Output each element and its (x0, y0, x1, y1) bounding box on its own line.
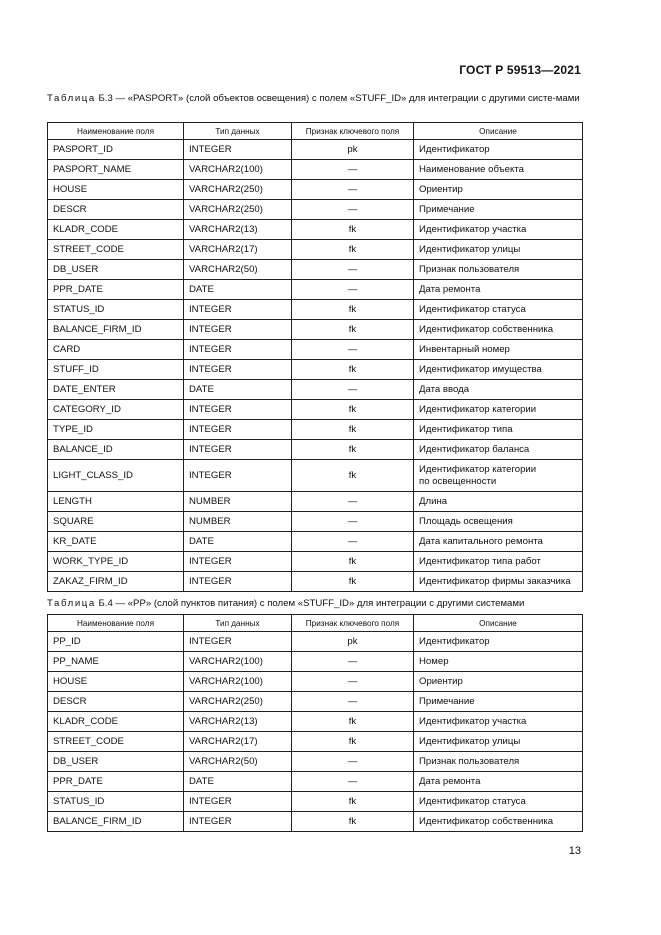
cell-data-type: VARCHAR2(17) (184, 732, 292, 752)
cell-key-flag: — (292, 652, 414, 672)
cell-field-name: PPR_DATE (48, 772, 184, 792)
table-b3-caption-text: Б.3 — «PASPORT» (слой объектов освещения) с полем «STUFF_ID» для интеграции с другими систе-мами (95, 93, 580, 104)
column-header-field-name: Наименование поля (48, 123, 184, 140)
cell-description: Номер (414, 652, 583, 672)
cell-key-flag: fk (292, 320, 414, 340)
table-row (48, 360, 583, 380)
column-header-field-name: Наименование поля (48, 615, 184, 632)
cell-field-name: CATEGORY_ID (48, 400, 184, 420)
cell-data-type: NUMBER (184, 492, 292, 512)
table-row (48, 420, 583, 440)
cell-key-flag: — (292, 260, 414, 280)
table-b3-caption (47, 93, 582, 105)
cell-field-name: LIGHT_CLASS_ID (48, 460, 184, 492)
table-row (48, 140, 583, 160)
table-row (48, 772, 583, 792)
cell-key-flag: fk (292, 792, 414, 812)
cell-description: Идентификатор участка (414, 712, 583, 732)
cell-description: Примечание (414, 200, 583, 220)
cell-description: Признак пользователя (414, 260, 583, 280)
cell-field-name: PASPORT_NAME (48, 160, 184, 180)
cell-description: Идентификатор собственника (414, 320, 583, 340)
cell-data-type: VARCHAR2(100) (184, 672, 292, 692)
column-header-data-type: Тип данных (184, 615, 292, 632)
table-row (48, 672, 583, 692)
cell-data-type: VARCHAR2(250) (184, 692, 292, 712)
table-row (48, 752, 583, 772)
cell-description: Идентификатор улицы (414, 732, 583, 752)
cell-data-type: INTEGER (184, 320, 292, 340)
cell-key-flag: fk (292, 240, 414, 260)
cell-key-flag: fk (292, 300, 414, 320)
cell-key-flag: pk (292, 140, 414, 160)
cell-data-type: VARCHAR2(100) (184, 160, 292, 180)
column-header-key-flag: Признак ключевого поля (292, 123, 414, 140)
table-row (48, 380, 583, 400)
cell-data-type: INTEGER (184, 340, 292, 360)
cell-field-name: DESCR (48, 200, 184, 220)
cell-key-flag: — (292, 772, 414, 792)
cell-data-type: INTEGER (184, 460, 292, 492)
cell-key-flag: fk (292, 712, 414, 732)
cell-field-name: STREET_CODE (48, 732, 184, 752)
table-row (48, 572, 583, 592)
table-row (48, 300, 583, 320)
cell-key-flag: fk (292, 572, 414, 592)
column-header-key-flag: Признак ключевого поля (292, 615, 414, 632)
column-header-data-type: Тип данных (184, 123, 292, 140)
cell-field-name: DATE_ENTER (48, 380, 184, 400)
cell-key-flag: — (292, 180, 414, 200)
table-b3-caption-word: Таблица (47, 93, 96, 104)
cell-key-flag: — (292, 340, 414, 360)
cell-key-flag: — (292, 200, 414, 220)
cell-field-name: DESCR (48, 692, 184, 712)
cell-description: Идентификатор статуса (414, 300, 583, 320)
cell-field-name: TYPE_ID (48, 420, 184, 440)
table-row (48, 200, 583, 220)
cell-field-name: PPR_DATE (48, 280, 184, 300)
cell-data-type: DATE (184, 772, 292, 792)
cell-field-name: PP_ID (48, 632, 184, 652)
cell-data-type: VARCHAR2(13) (184, 220, 292, 240)
cell-data-type: VARCHAR2(100) (184, 652, 292, 672)
cell-field-name: ZAKAZ_FIRM_ID (48, 572, 184, 592)
cell-description: Дата ремонта (414, 280, 583, 300)
table-row (48, 180, 583, 200)
cell-data-type: DATE (184, 380, 292, 400)
cell-field-name: CARD (48, 340, 184, 360)
standard-number: ГОСТ Р 59513—2021 (459, 63, 581, 77)
table-b3 (47, 122, 583, 592)
cell-key-flag: fk (292, 220, 414, 240)
table-b3-header-row (48, 123, 583, 140)
cell-data-type: VARCHAR2(50) (184, 752, 292, 772)
table-b4-caption-text: Б.4 — «PP» (слой пунктов питания) с полем «STUFF_ID» для интеграции с другими системами (95, 598, 525, 609)
cell-key-flag: — (292, 380, 414, 400)
page-number: 13 (568, 845, 581, 857)
cell-description: Идентификатор имущества (414, 360, 583, 380)
cell-data-type: INTEGER (184, 552, 292, 572)
cell-field-name: HOUSE (48, 672, 184, 692)
cell-field-name: KLADR_CODE (48, 220, 184, 240)
cell-key-flag: pk (292, 632, 414, 652)
cell-field-name: BALANCE_FIRM_ID (48, 812, 184, 832)
cell-field-name: STATUS_ID (48, 300, 184, 320)
column-header-description: Описание (414, 123, 583, 140)
cell-data-type: DATE (184, 280, 292, 300)
cell-description: Дата капитального ремонта (414, 532, 583, 552)
cell-field-name: WORK_TYPE_ID (48, 552, 184, 572)
cell-data-type: INTEGER (184, 572, 292, 592)
cell-description: Идентификатор собственника (414, 812, 583, 832)
table-row (48, 792, 583, 812)
table-row (48, 260, 583, 280)
table-row (48, 532, 583, 552)
cell-key-flag: — (292, 672, 414, 692)
cell-data-type: INTEGER (184, 812, 292, 832)
cell-key-flag: — (292, 280, 414, 300)
table-row (48, 492, 583, 512)
table-row (48, 552, 583, 572)
cell-description: Дата ввода (414, 380, 583, 400)
table-b4-caption (47, 598, 582, 610)
cell-description: Идентификатор категории по освещенности (414, 460, 583, 492)
cell-data-type: INTEGER (184, 300, 292, 320)
cell-description: Идентификатор (414, 140, 583, 160)
cell-field-name: PP_NAME (48, 652, 184, 672)
column-header-description: Описание (414, 615, 583, 632)
cell-key-flag: — (292, 692, 414, 712)
cell-data-type: INTEGER (184, 792, 292, 812)
cell-data-type: VARCHAR2(13) (184, 712, 292, 732)
cell-field-name: HOUSE (48, 180, 184, 200)
cell-description: Инвентарный номер (414, 340, 583, 360)
table-b4-caption-word: Таблица (47, 598, 96, 609)
table-row (48, 712, 583, 732)
cell-key-flag: — (292, 160, 414, 180)
table-row (48, 732, 583, 752)
table-row (48, 460, 583, 492)
table-row (48, 812, 583, 832)
table-row (48, 340, 583, 360)
cell-description: Ориентир (414, 180, 583, 200)
cell-description: Идентификатор типа работ (414, 552, 583, 572)
table-row (48, 440, 583, 460)
cell-description: Дата ремонта (414, 772, 583, 792)
cell-field-name: DB_USER (48, 260, 184, 280)
cell-description: Ориентир (414, 672, 583, 692)
cell-data-type: VARCHAR2(50) (184, 260, 292, 280)
table-row (48, 400, 583, 420)
cell-description: Идентификатор типа (414, 420, 583, 440)
cell-field-name: BALANCE_FIRM_ID (48, 320, 184, 340)
cell-key-flag: fk (292, 440, 414, 460)
cell-description: Идентификатор (414, 632, 583, 652)
table-row (48, 240, 583, 260)
cell-data-type: INTEGER (184, 440, 292, 460)
cell-key-flag: fk (292, 732, 414, 752)
cell-data-type: NUMBER (184, 512, 292, 532)
cell-data-type: INTEGER (184, 400, 292, 420)
cell-key-flag: — (292, 492, 414, 512)
cell-field-name: DB_USER (48, 752, 184, 772)
cell-key-flag: — (292, 512, 414, 532)
table-row (48, 280, 583, 300)
cell-data-type: DATE (184, 532, 292, 552)
cell-data-type: VARCHAR2(17) (184, 240, 292, 260)
cell-description: Наименование объекта (414, 160, 583, 180)
cell-description: Идентификатор категории (414, 400, 583, 420)
cell-description: Площадь освещения (414, 512, 583, 532)
cell-field-name: KR_DATE (48, 532, 184, 552)
cell-data-type: VARCHAR2(250) (184, 200, 292, 220)
table-row (48, 220, 583, 240)
cell-description: Признак пользователя (414, 752, 583, 772)
cell-key-flag: fk (292, 552, 414, 572)
table-row (48, 160, 583, 180)
cell-description: Длина (414, 492, 583, 512)
cell-field-name: STUFF_ID (48, 360, 184, 380)
cell-field-name: BALANCE_ID (48, 440, 184, 460)
cell-data-type: VARCHAR2(250) (184, 180, 292, 200)
table-row (48, 632, 583, 652)
cell-description: Идентификатор участка (414, 220, 583, 240)
table-b4 (47, 614, 583, 832)
cell-key-flag: fk (292, 420, 414, 440)
cell-description: Идентификатор статуса (414, 792, 583, 812)
table-row (48, 320, 583, 340)
cell-field-name: LENGTH (48, 492, 184, 512)
table-row (48, 512, 583, 532)
cell-field-name: STATUS_ID (48, 792, 184, 812)
cell-key-flag: — (292, 532, 414, 552)
table-b4-header-row (48, 615, 583, 632)
cell-key-flag: fk (292, 400, 414, 420)
cell-key-flag: fk (292, 360, 414, 380)
cell-data-type: INTEGER (184, 632, 292, 652)
table-row (48, 652, 583, 672)
cell-field-name: SQUARE (48, 512, 184, 532)
cell-key-flag: fk (292, 460, 414, 492)
cell-field-name: KLADR_CODE (48, 712, 184, 732)
cell-key-flag: — (292, 752, 414, 772)
cell-data-type: INTEGER (184, 140, 292, 160)
table-row (48, 692, 583, 712)
cell-data-type: INTEGER (184, 360, 292, 380)
cell-description: Идентификатор баланса (414, 440, 583, 460)
cell-key-flag: fk (292, 812, 414, 832)
cell-data-type: INTEGER (184, 420, 292, 440)
cell-description: Идентификатор фирмы заказчика (414, 572, 583, 592)
cell-description: Идентификатор улицы (414, 240, 583, 260)
cell-field-name: STREET_CODE (48, 240, 184, 260)
cell-description: Примечание (414, 692, 583, 712)
cell-field-name: PASPORT_ID (48, 140, 184, 160)
